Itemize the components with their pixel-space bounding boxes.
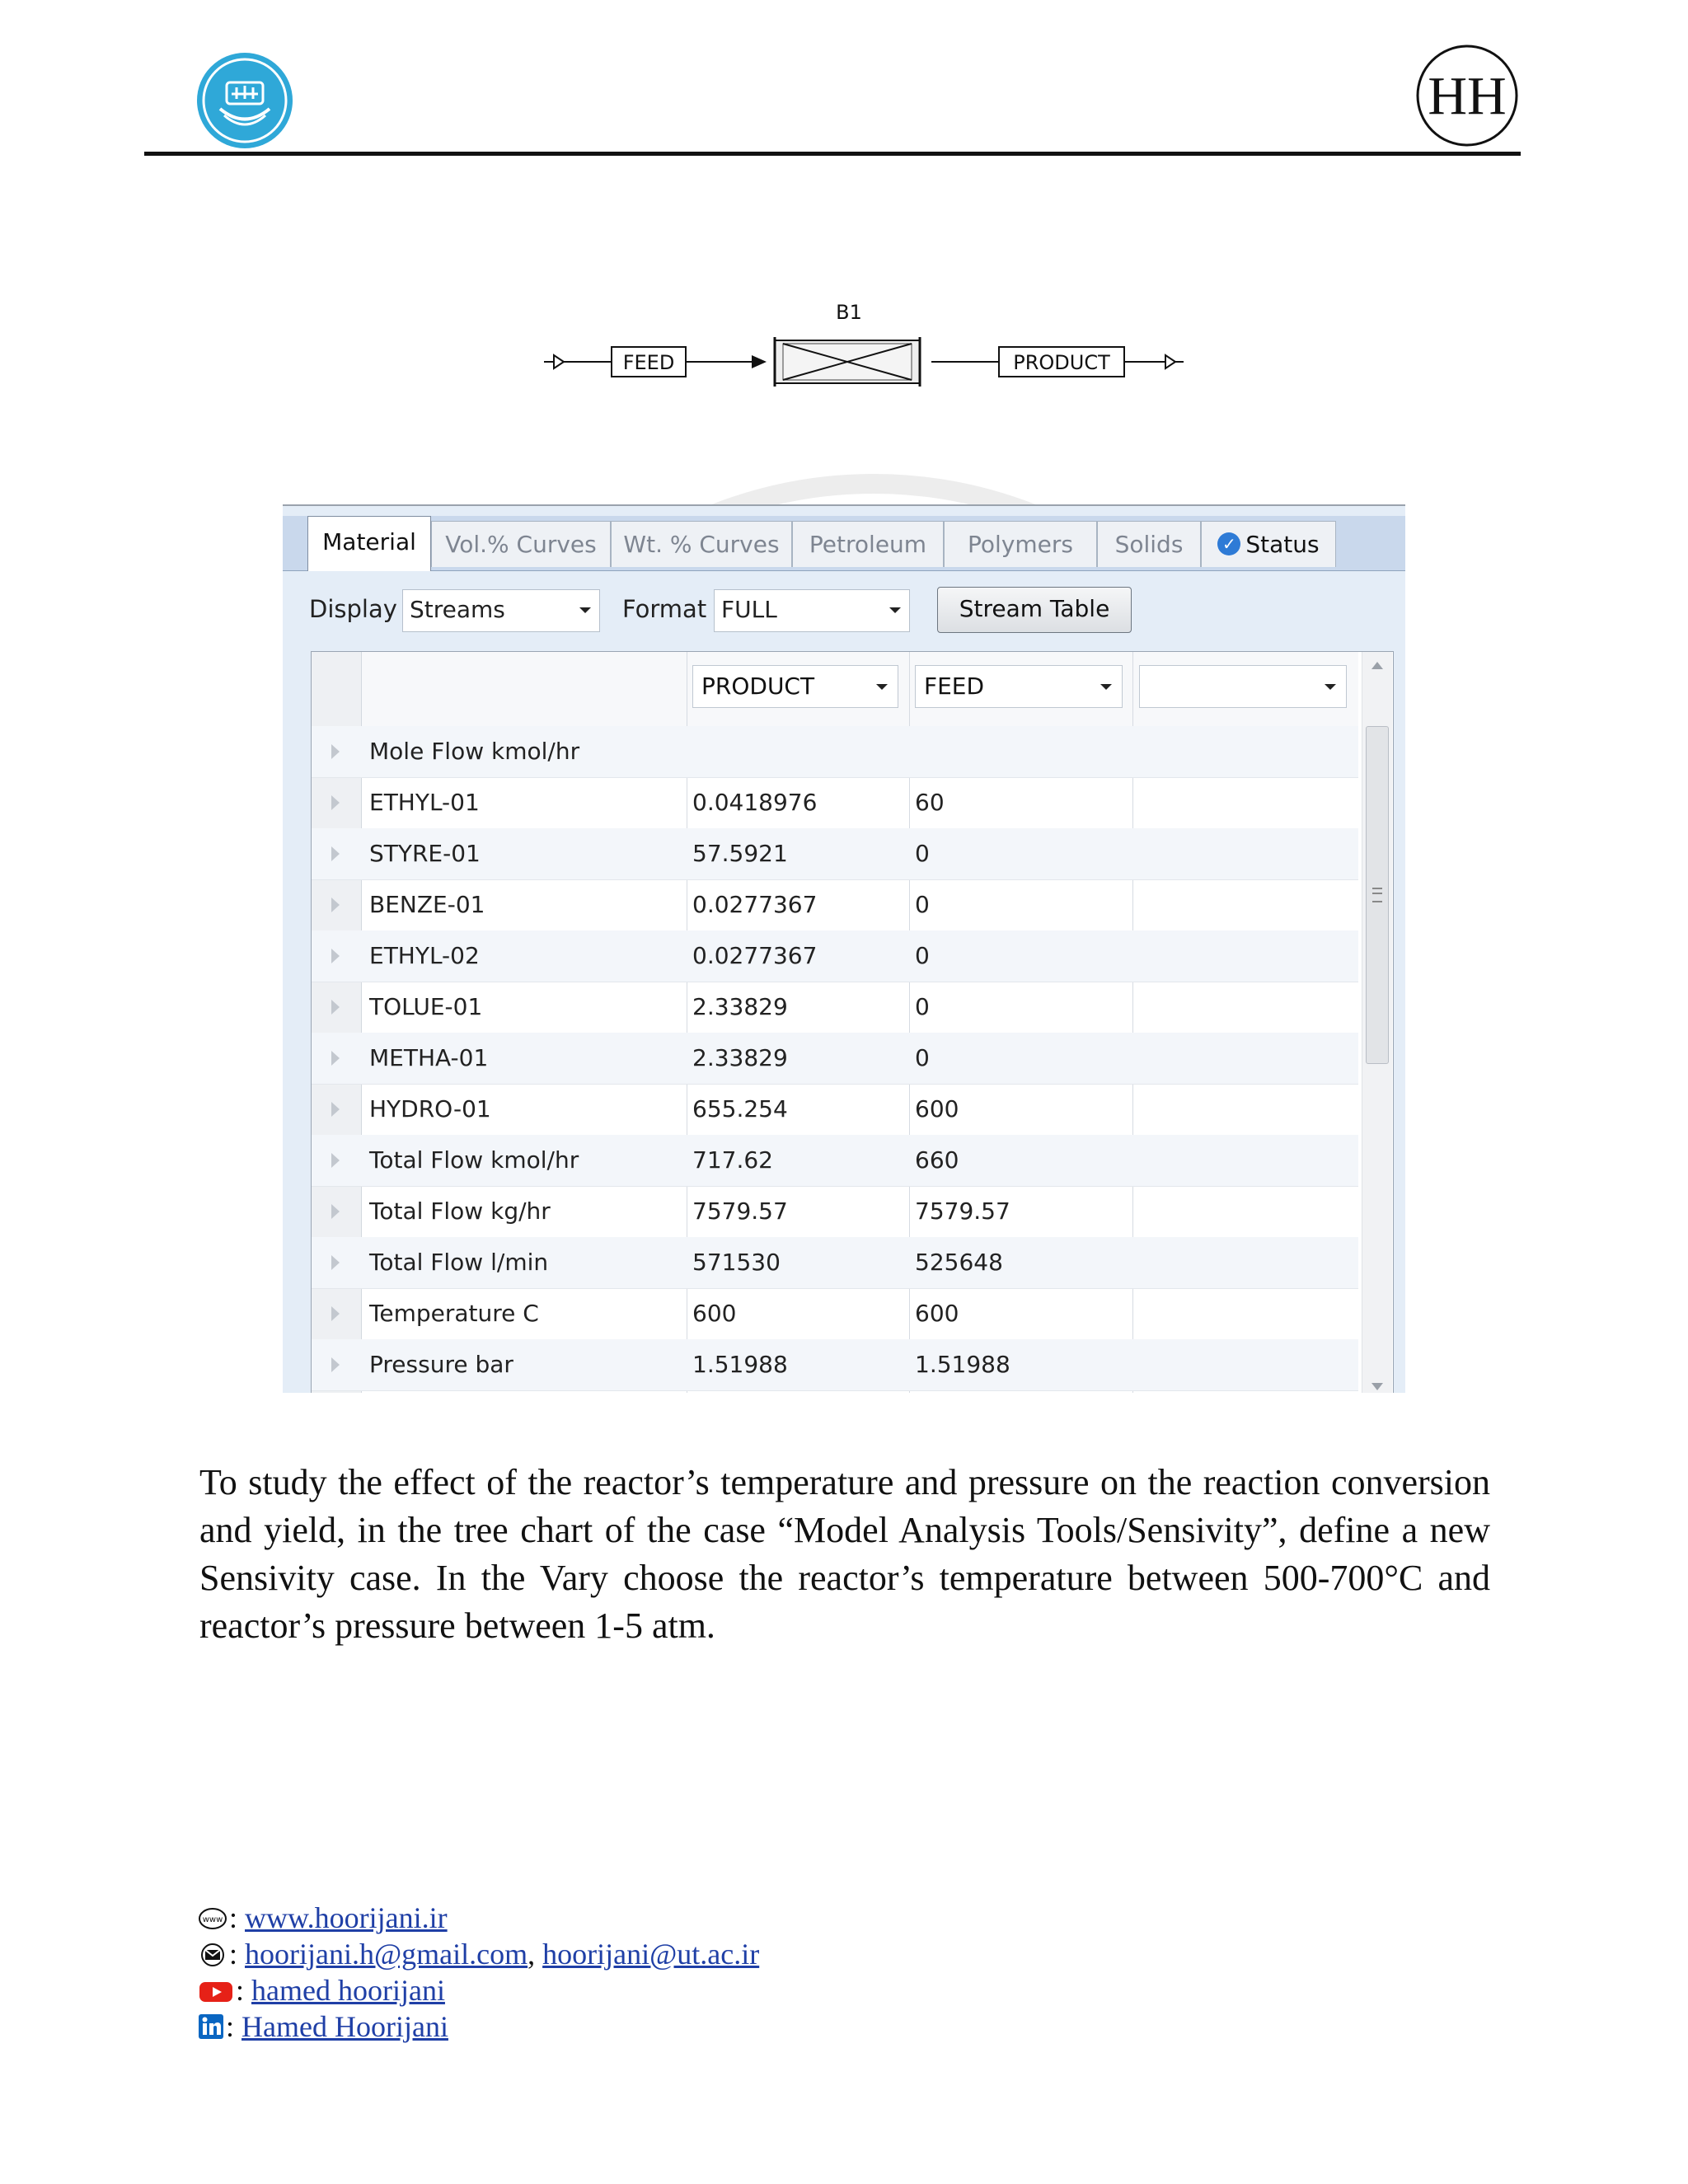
row-label: ETHYL-01	[369, 789, 480, 816]
row-label: HYDRO-01	[369, 1095, 491, 1122]
feed-value: 60	[915, 789, 945, 816]
row-label: Total Flow kmol/hr	[369, 1146, 579, 1174]
separator: :	[226, 2010, 242, 2043]
feed-value: 660	[915, 1146, 959, 1174]
table-row[interactable]	[312, 828, 1358, 880]
contact-email	[198, 1936, 759, 1972]
tab-material[interactable]	[307, 516, 431, 571]
linkedin-icon	[198, 2012, 224, 2048]
row-label: Pressure bar	[369, 1351, 513, 1378]
tab-label: Solids	[1114, 531, 1184, 558]
column-select-empty[interactable]	[1139, 665, 1347, 708]
separator: :	[236, 1974, 252, 2007]
email-link-ut[interactable]: hoorijani@ut.ac.ir	[542, 1938, 760, 1971]
vertical-scrollbar[interactable]	[1362, 652, 1392, 1393]
table-row[interactable]	[312, 879, 1358, 931]
contact-youtube	[198, 1972, 759, 2008]
table-row[interactable]	[312, 1339, 1358, 1391]
display-select-value: Streams	[410, 596, 505, 623]
table-row[interactable]	[312, 777, 1358, 829]
row-expand-arrow-icon[interactable]	[331, 1051, 340, 1066]
table-row[interactable]	[312, 1288, 1358, 1340]
table-row[interactable]	[312, 1084, 1358, 1136]
separator: :	[229, 1901, 246, 1934]
product-value: 2.33829	[692, 1044, 788, 1071]
contact-linkedin	[198, 2008, 759, 2045]
contact-website	[198, 1900, 759, 1936]
results-tab-bar	[283, 516, 1405, 571]
product-value: 571530	[692, 1249, 781, 1276]
feed-value: 0	[915, 840, 930, 867]
chevron-down-icon	[876, 684, 888, 690]
display-label: Display	[309, 595, 397, 623]
row-expand-arrow-icon[interactable]	[331, 744, 340, 759]
process-flowsheet	[536, 293, 1195, 391]
block-label-b1: B1	[836, 301, 862, 324]
contact-footer	[198, 1900, 759, 2045]
check-circle-icon: ✓	[1217, 532, 1240, 555]
column-select-feed[interactable]	[915, 665, 1123, 708]
product-value: 717.62	[692, 1146, 773, 1174]
chevron-down-icon	[579, 607, 591, 613]
row-expand-arrow-icon[interactable]	[331, 949, 340, 963]
feed-value: 600	[915, 1300, 959, 1327]
row-label: STYRE-01	[369, 840, 481, 867]
table-row[interactable]	[312, 1237, 1358, 1289]
product-value: 7579.57	[692, 1197, 788, 1225]
tab-solids[interactable]	[1097, 521, 1201, 567]
table-row[interactable]	[312, 982, 1358, 1033]
row-expand-arrow-icon[interactable]	[331, 1255, 340, 1270]
product-value: 0.0418976	[692, 789, 818, 816]
feed-value: 7579.57	[915, 1197, 1010, 1225]
tab-label: Vol.% Curves	[445, 531, 597, 558]
envelope-icon	[198, 1939, 227, 1975]
scroll-thumb[interactable]	[1366, 726, 1389, 1064]
column-select-product[interactable]	[692, 665, 898, 708]
row-label: ETHYL-02	[369, 942, 480, 969]
table-row[interactable]	[312, 1186, 1358, 1238]
chevron-down-icon	[1100, 684, 1112, 690]
stream-table-button[interactable]: Stream Table	[937, 587, 1132, 633]
feed-value: 600	[915, 1095, 959, 1122]
column-select-product-value: PRODUCT	[701, 673, 815, 700]
row-expand-arrow-icon[interactable]	[331, 898, 340, 912]
row-label: BENZE-01	[369, 891, 485, 918]
format-select-value: FULL	[721, 596, 777, 623]
svg-text:www: www	[202, 1915, 223, 1924]
tab-label: Material	[322, 528, 416, 555]
stream-results-window	[283, 504, 1405, 1393]
svg-text:HH: HH	[1428, 66, 1507, 126]
website-link[interactable]: www.hoorijani.ir	[245, 1901, 448, 1934]
product-value: 600	[692, 1300, 737, 1327]
column-select-feed-value: FEED	[924, 673, 985, 700]
instruction-paragraph: To study the effect of the reactor’s temperature and pressure on the reaction conversion and yield, in the tree chart of the case “Model Analysis Tools/Sensivity”, define a new Sensivity case. In the Vary choose the reactor’s temperature between 500-700°C and reactor’s pressure between 1-5 atm.	[199, 1462, 1490, 1646]
table-row[interactable]	[312, 1135, 1358, 1187]
row-expand-arrow-icon[interactable]	[331, 1357, 340, 1372]
row-expand-arrow-icon[interactable]	[331, 1000, 340, 1015]
feed-inlet-arrow-icon	[544, 355, 612, 368]
row-label: METHA-01	[369, 1044, 489, 1071]
product-value: 57.5921	[692, 840, 788, 867]
row-expand-arrow-icon[interactable]	[331, 1102, 340, 1117]
youtube-link[interactable]: hamed hoorijani	[251, 1974, 445, 2007]
table-row[interactable]	[312, 726, 1358, 778]
row-expand-arrow-icon[interactable]	[331, 1204, 340, 1219]
tab-label: Petroleum	[809, 531, 927, 558]
row-label: Mole Flow kmol/hr	[369, 738, 580, 765]
row-label: Total Flow l/min	[369, 1249, 549, 1276]
tab-polymers[interactable]	[944, 521, 1097, 567]
table-row[interactable]	[312, 930, 1358, 982]
product-value: 0.0277367	[692, 891, 818, 918]
product-value: 1.51988	[692, 1351, 788, 1378]
scroll-down-arrow-icon[interactable]	[1372, 1383, 1383, 1390]
stream-results-grid	[311, 651, 1394, 1393]
format-label: Format	[622, 595, 707, 623]
format-select[interactable]	[714, 589, 910, 632]
separator: :	[229, 1938, 246, 1971]
feed-value: 0	[915, 891, 930, 918]
tab-label: Wt. % Curves	[623, 531, 780, 558]
product-value: 0.0277367	[692, 942, 818, 969]
product-value: 655.254	[692, 1095, 788, 1122]
tab-wt-curves[interactable]	[611, 521, 792, 567]
globe-www-icon	[198, 1903, 227, 1939]
row-expand-arrow-icon[interactable]	[331, 795, 340, 810]
product-stream-label: PRODUCT	[1013, 351, 1110, 374]
hh-monogram-logo	[1415, 44, 1519, 148]
tab-vol-curves[interactable]	[431, 521, 611, 567]
window-border	[283, 504, 1405, 506]
row-label: TOLUE-01	[369, 993, 483, 1020]
email-link-gmail[interactable]: hoorijani.h@gmail.com	[245, 1938, 528, 1971]
grid-header	[312, 652, 1358, 727]
row-expand-arrow-icon[interactable]	[331, 1153, 340, 1168]
chevron-down-icon	[889, 607, 901, 613]
tab-petroleum[interactable]	[792, 521, 944, 567]
row-label: Total Flow kg/hr	[369, 1197, 551, 1225]
feed-value: 1.51988	[915, 1351, 1010, 1378]
header-rule	[144, 152, 1521, 156]
row-expand-arrow-icon[interactable]	[331, 846, 340, 861]
tab-status[interactable]	[1201, 521, 1336, 567]
chevron-down-icon	[1325, 684, 1336, 690]
youtube-icon	[198, 1975, 234, 2012]
table-row[interactable]	[312, 1033, 1358, 1085]
feed-value: 0	[915, 942, 930, 969]
email-separator: ,	[528, 1938, 543, 1971]
product-value: 2.33829	[692, 993, 788, 1020]
row-expand-arrow-icon[interactable]	[331, 1306, 340, 1321]
row-label: Temperature C	[369, 1300, 539, 1327]
feed-value: 0	[915, 993, 930, 1020]
linkedin-link[interactable]: Hamed Hoorijani	[241, 2010, 448, 2043]
grip-icon	[1372, 888, 1382, 902]
feed-value: 0	[915, 1044, 930, 1071]
feed-value: 525648	[915, 1249, 1003, 1276]
university-logo	[195, 51, 294, 150]
display-select[interactable]	[402, 589, 600, 632]
scroll-up-arrow-icon[interactable]	[1372, 662, 1383, 669]
product-outlet-arrow-icon	[1124, 355, 1184, 368]
tab-label: Status	[1245, 531, 1320, 558]
feed-stream-label: FEED	[622, 351, 675, 374]
tab-label: Polymers	[968, 531, 1073, 558]
reactor-block-b1	[775, 337, 920, 387]
